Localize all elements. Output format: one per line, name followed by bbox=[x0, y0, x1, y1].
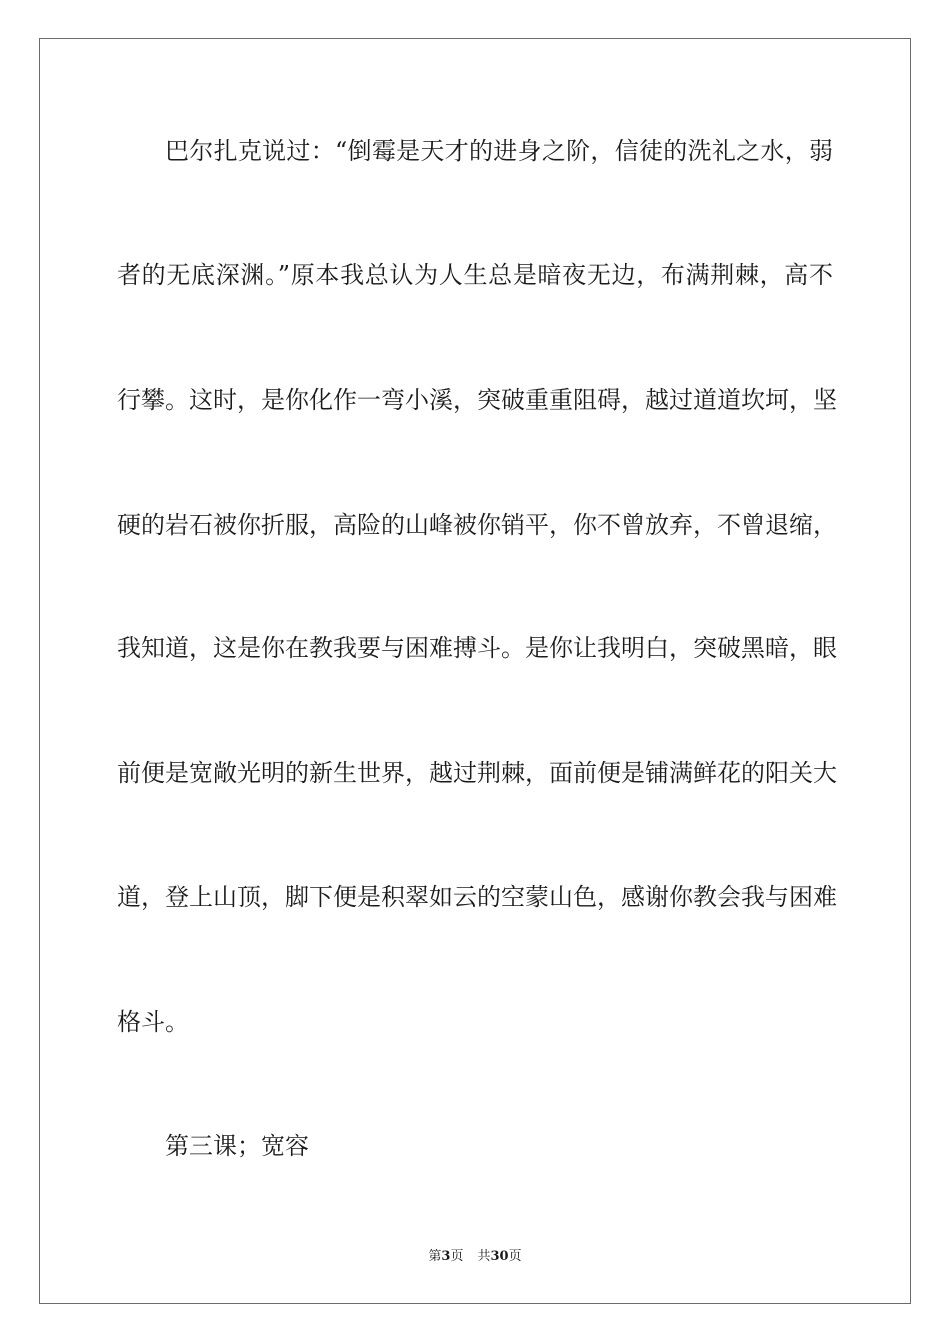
paragraph-line-5: 我知道，这是你在教我要与困难搏斗。是你让我明白，突破黑暗，眼 bbox=[117, 634, 837, 662]
footer-page-suffix: 页 bbox=[450, 1249, 464, 1264]
paragraph-line-7: 道，登上山顶，脚下便是积翠如云的空蒙山色，感谢你教会我与困难 bbox=[117, 883, 837, 911]
footer-page-number: 3 bbox=[441, 1249, 451, 1264]
section-heading: 第三课；宽容 bbox=[165, 1132, 309, 1160]
paragraph-line-4: 硬的岩石被你折服，高险的山峰被你销平，你不曾放弃，不曾退缩， bbox=[117, 511, 837, 539]
paragraph-line-1: 巴尔扎克说过：“倒霉是天才的进身之阶，信徒的洗礼之水，弱 bbox=[165, 137, 833, 165]
paragraph-line-3: 行攀。这时，是你化作一弯小溪，突破重重阻碍，越过道道坎坷，坚 bbox=[117, 386, 837, 414]
footer-page-prefix: 第 bbox=[428, 1249, 442, 1264]
page-footer bbox=[0, 1248, 950, 1266]
footer-total-prefix: 共 bbox=[477, 1249, 491, 1264]
paragraph-line-8: 格斗。 bbox=[117, 1008, 189, 1036]
paragraph-line-2: 者的无底深渊。”原本我总认为人生总是暗夜无边，布满荆棘，高不 bbox=[117, 261, 833, 289]
footer-total-pages: 30 bbox=[490, 1249, 509, 1264]
footer-total-suffix: 页 bbox=[508, 1249, 522, 1264]
paragraph-line-6: 前便是宽敞光明的新生世界，越过荆棘，面前便是铺满鲜花的阳关大 bbox=[117, 759, 837, 787]
page-frame bbox=[39, 38, 911, 1304]
